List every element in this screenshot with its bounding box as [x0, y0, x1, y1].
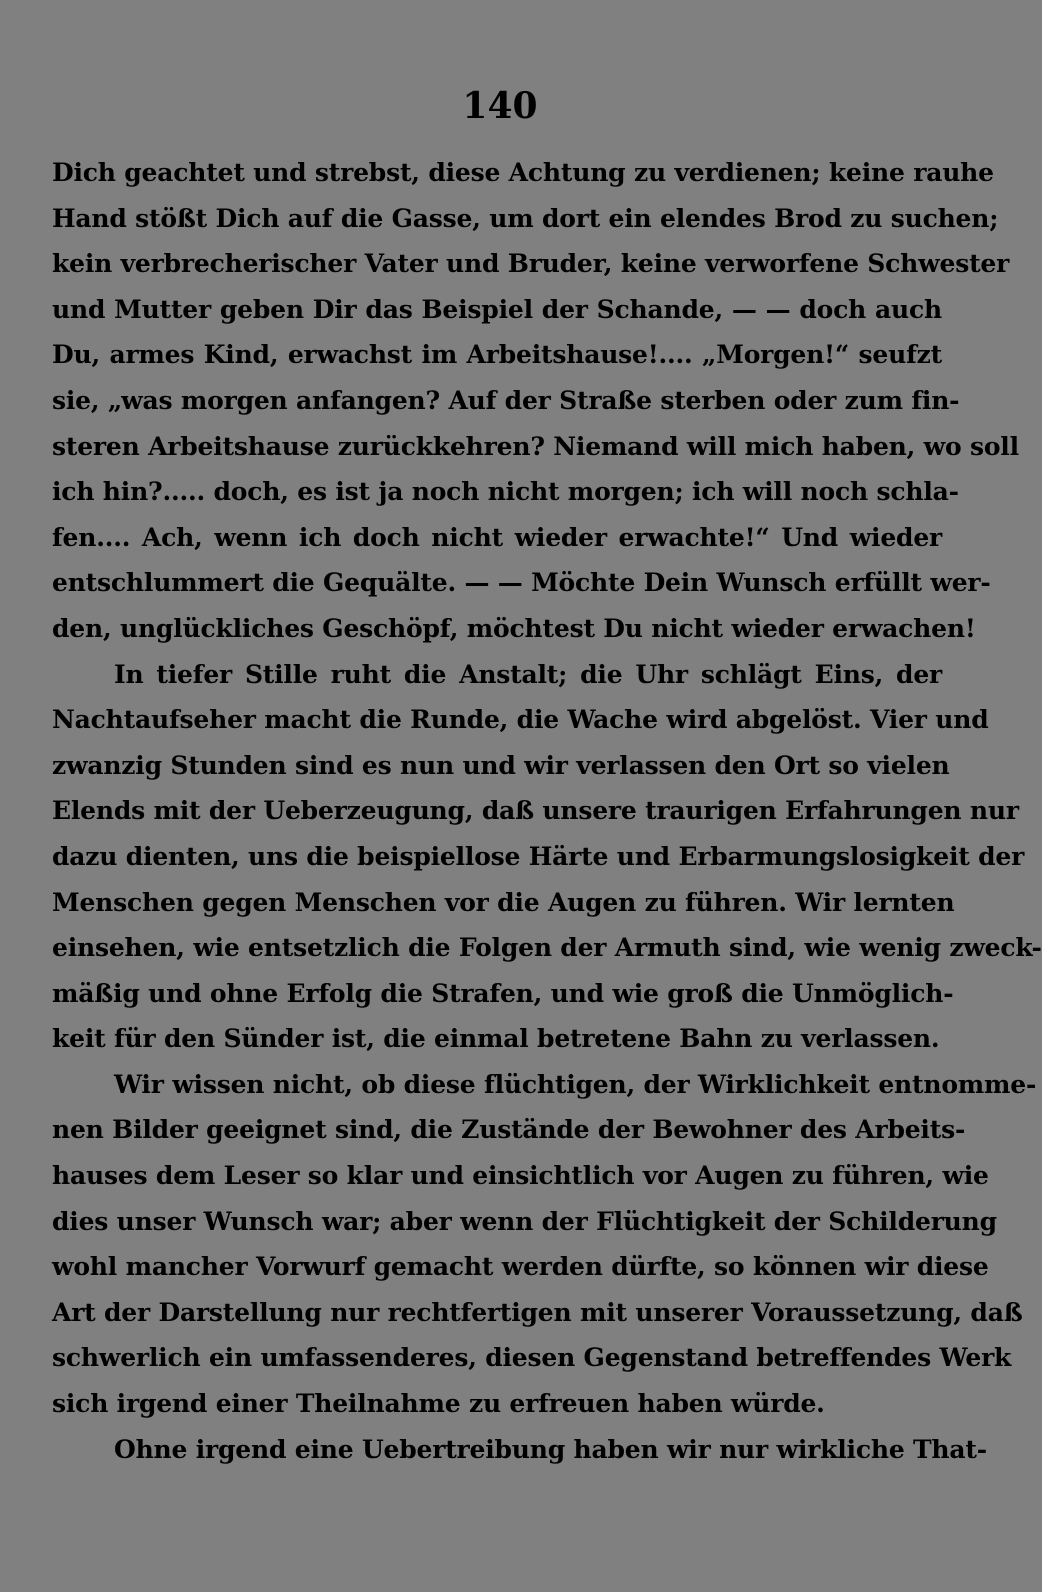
text-line: Nachtaufseher macht die Runde, die Wache wird abgelöst. Vier und — [52, 705, 989, 735]
text-line: entschlummert die Gequälte. — — Möchte Dein Wunsch erfüllt wer- — [52, 568, 991, 598]
text-line: keit für den Sünder ist, die einmal betretene Bahn zu verlassen. — [52, 1024, 940, 1054]
text-line: wohl mancher Vorwurf gemacht werden dürfte, so können wir diese — [52, 1252, 989, 1282]
text-line: Art der Darstellung nur rechtfertigen mit unserer Voraussetzung, daß — [52, 1297, 1023, 1327]
body-text — [52, 150, 1042, 1472]
text-line: sie, „was morgen anfangen? Auf der Straße sterben oder zum fin- — [52, 385, 960, 415]
text-line: schwerlich ein umfassenderes, diesen Gegenstand betreffendes Werk — [52, 1343, 1012, 1373]
text-line: dies unser Wunsch war; aber wenn der Flüchtigkeit der Schilderung — [52, 1206, 997, 1236]
text-line: Hand stößt Dich auf die Gasse, um dort ein elendes Brod zu suchen; — [52, 203, 999, 233]
text-line: kein verbrecherischer Vater und Bruder, keine verworfene Schwester — [52, 249, 1010, 279]
text-line: Ohne irgend eine Uebertreibung haben wir nur wirkliche That- — [114, 1434, 987, 1464]
text-line: Menschen gegen Menschen vor die Augen zu führen. Wir lernten — [52, 887, 955, 917]
text-line: ich hin?..... doch, es ist ja noch nicht morgen; ich will noch schla- — [52, 477, 959, 507]
text-line: sich irgend einer Theilnahme zu erfreuen haben würde. — [52, 1389, 825, 1419]
text-line: Wir wissen nicht, ob diese flüchtigen, der Wirklichkeit entnomme- — [114, 1069, 1037, 1099]
text-line: fen.... Ach, wenn ich doch nicht wieder erwachte!“ Und wieder — [52, 522, 942, 552]
text-line: steren Arbeitshause zurückkehren? Niemand will mich haben, wo soll — [52, 431, 1019, 461]
page-number: 140 — [462, 85, 538, 127]
text-line: Elends mit der Ueberzeugung, daß unsere traurigen Erfahrungen nur — [52, 796, 1019, 826]
text-line: und Mutter geben Dir das Beispiel der Schande, — — doch auch — [52, 294, 942, 324]
text-line: zwanzig Stunden sind es nun und wir verlassen den Ort so vielen — [52, 750, 950, 780]
text-line: den, unglückliches Geschöpf, möchtest Du nicht wieder erwachen! — [52, 613, 976, 643]
text-line: hauses dem Leser so klar und einsichtlich vor Augen zu führen, wie — [52, 1161, 989, 1191]
text-line: nen Bilder geeignet sind, die Zustände der Bewohner des Arbeits- — [52, 1115, 966, 1145]
text-line: dazu dienten, uns die beispiellose Härte und Erbarmungslosigkeit der — [52, 841, 1025, 871]
text-line: Dich geachtet und strebst, diese Achtung zu verdienen; keine rauhe — [52, 158, 994, 187]
text-line: Du, armes Kind, erwachst im Arbeitshause!.... „Morgen!“ seufzt — [52, 340, 942, 370]
text-line: einsehen, wie entsetzlich die Folgen der Armuth sind, wie wenig zweck- — [52, 933, 1042, 963]
text-line: mäßig und ohne Erfolg die Strafen, und wie groß die Unmöglich- — [52, 978, 954, 1008]
text-line: In tiefer Stille ruht die Anstalt; die Uhr schlägt Eins, der — [114, 659, 942, 689]
